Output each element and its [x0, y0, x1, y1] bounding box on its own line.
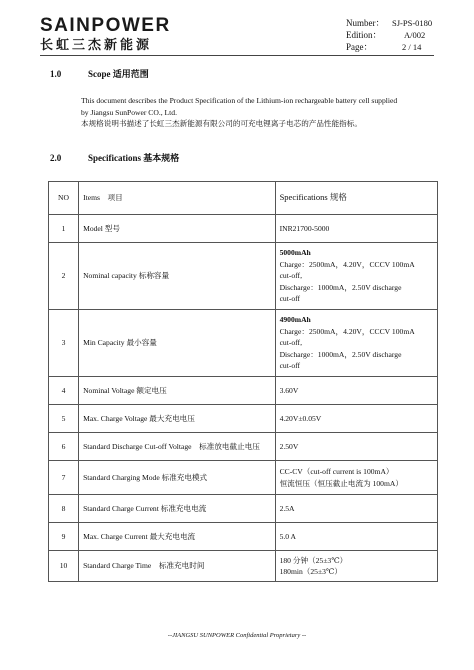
spec-value	[275, 377, 437, 405]
row-number: 6	[49, 433, 79, 461]
table-row	[49, 405, 438, 433]
row-number: 7	[49, 461, 79, 495]
table-row	[49, 310, 438, 377]
spec-value-line: 180 分钟（25±3℃）	[279, 555, 348, 565]
spec-value-line: Discharge：1000mA，2.50V discharge	[279, 282, 402, 292]
item-name: Nominal capacity 标称容量	[79, 243, 276, 310]
item-name: Standard Discharge Cut-off Voltage 标准放电截止电压	[79, 433, 276, 461]
spec-value	[275, 310, 437, 377]
capacity-value: 5000mAh	[279, 248, 311, 258]
scope-number: 1.0	[50, 69, 62, 79]
table-row	[49, 377, 438, 405]
specifications-table-body	[49, 182, 438, 582]
row-number: 4	[49, 377, 79, 405]
row-number: 5	[49, 405, 79, 433]
spec-value	[275, 405, 437, 433]
specifications-number: 2.0	[50, 153, 62, 163]
table-row	[49, 215, 438, 243]
item-name: Max. Charge Voltage 最大充电电压	[79, 405, 276, 433]
item-name: Standard Charging Mode 标准充电模式	[79, 461, 276, 495]
spec-value-line: cut-off	[279, 294, 301, 304]
spec-value	[275, 243, 437, 310]
scope-paragraph	[81, 95, 441, 130]
spec-value	[275, 551, 437, 582]
item-name: Nominal Voltage 额定电压	[79, 377, 276, 405]
table-header-row	[49, 182, 438, 215]
row-number: 9	[49, 523, 79, 551]
logo-chinese: 长虹三杰新能源	[40, 38, 153, 53]
specifications-title: Specifications 基本规格	[88, 153, 180, 163]
edition-value: A/002	[404, 30, 426, 40]
document-number: SJ-PS-0180	[392, 18, 433, 28]
page-number: 2 / 14	[402, 42, 422, 52]
specifications-heading	[50, 151, 179, 164]
item-name: Max. Charge Current 最大充电电流	[79, 523, 276, 551]
row-number: 3	[49, 310, 79, 377]
scope-line: 本规格说明书描述了长虹三杰新能源有限公司的可充电锂离子电芯的产品性能指标。	[81, 119, 362, 128]
scope-line: This document describes the Product Specification of the Lithium-ion rechargeable battery cell supplied	[81, 96, 398, 105]
spec-value	[275, 523, 437, 551]
row-number: 10	[49, 551, 79, 582]
row-number: 2	[49, 243, 79, 310]
spec-value	[275, 461, 437, 495]
header-labels	[346, 17, 385, 53]
row-number: 1	[49, 215, 79, 243]
scope-heading	[50, 67, 149, 80]
spec-value-line: Charge：2500mA，4.20V，CCCV 100mA	[279, 259, 415, 269]
header-items: Items 项目	[79, 182, 276, 215]
spec-value-line: 恒流恒压（恒压截止电流为 100mA）	[279, 478, 403, 488]
item-name: Model 型号	[79, 215, 276, 243]
scope-title: Scope 适用范围	[88, 69, 149, 79]
spec-value-line: 2.50V	[279, 441, 299, 451]
header-divider	[40, 55, 434, 56]
table-row	[49, 523, 438, 551]
spec-value	[275, 215, 437, 243]
spec-value-line: Charge：2500mA，4.20V，CCCV 100mA	[279, 326, 415, 336]
logo-english: SAINPOWER	[40, 15, 171, 36]
item-name: Min Capacity 最小容量	[79, 310, 276, 377]
spec-value-line: cut-off	[279, 361, 301, 371]
edition-label: Edition：	[346, 30, 382, 40]
spec-value-line: 2.5A	[279, 503, 295, 513]
table-row	[49, 551, 438, 582]
number-label: Number：	[346, 18, 385, 28]
spec-value-line: cut-off,	[279, 271, 302, 281]
specifications-table	[48, 181, 438, 582]
table-row	[49, 433, 438, 461]
table-row	[49, 461, 438, 495]
table-row	[49, 243, 438, 310]
header-specifications: Specifications 规格	[275, 182, 437, 215]
page-label: Page：	[346, 42, 373, 52]
spec-value-line: 180min（25±3℃）	[279, 567, 343, 576]
confidential-footer: --JIANGSU SUNPOWER Confidential Proprietary --	[167, 632, 307, 639]
spec-value-line: 5.0 A	[279, 531, 297, 541]
capacity-value: 4900mAh	[279, 315, 311, 325]
item-name: Standard Charge Current 标准充电电流	[79, 495, 276, 523]
spec-value-line: 4.20V±0.05V	[279, 413, 322, 423]
row-number: 8	[49, 495, 79, 523]
scope-line: by Jiangsu SunPower CO., Ltd.	[81, 107, 177, 117]
header-no: NO	[49, 182, 79, 215]
spec-value	[275, 433, 437, 461]
spec-value	[275, 495, 437, 523]
item-name: Standard Charge Time 标准充电时间	[79, 551, 276, 582]
spec-value-line: cut-off,	[279, 338, 302, 348]
header-values	[392, 17, 432, 53]
spec-value-line: 3.60V	[279, 385, 299, 395]
spec-value-line: Discharge：1000mA，2.50V discharge	[279, 349, 402, 359]
spec-value-line: CC-CV（cut-off current is 100mA）	[279, 467, 394, 476]
company-logo	[40, 16, 171, 53]
spec-value-line: INR21700-5000	[279, 223, 330, 233]
table-row	[49, 495, 438, 523]
